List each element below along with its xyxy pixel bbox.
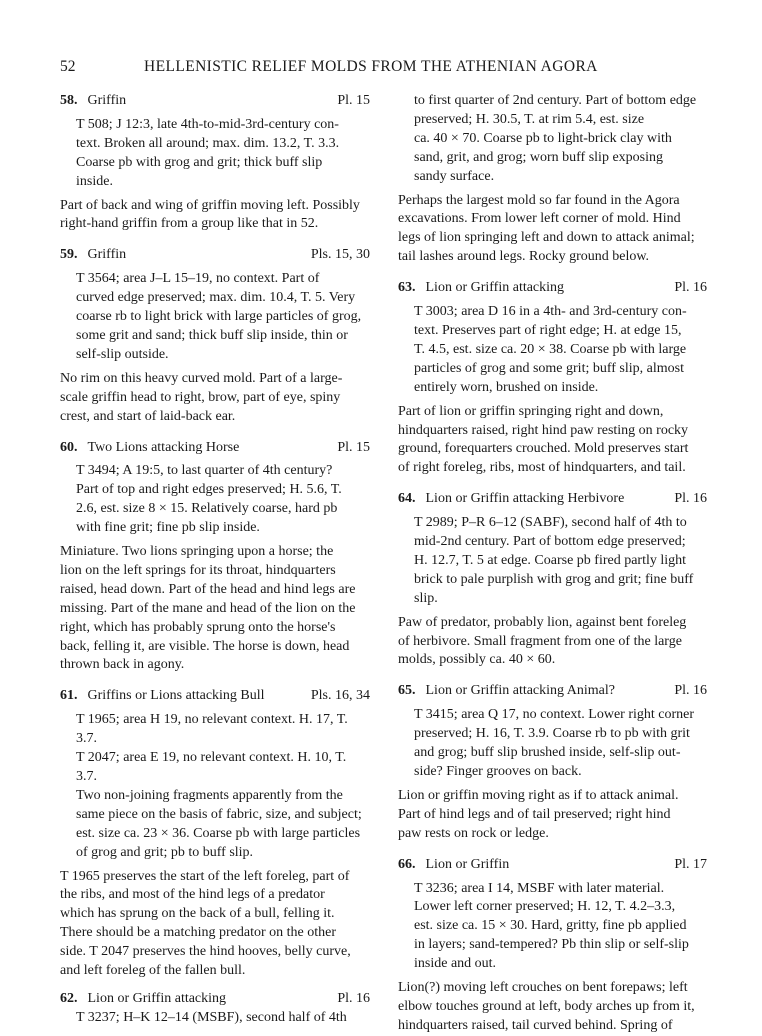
entry-title: Lion or Griffin attacking Animal? xyxy=(425,683,615,699)
description-text: hindquarters raised, tail curved behind. Spring of xyxy=(398,1017,673,1033)
entry-title: Lion or Griffin xyxy=(425,856,510,872)
inventory-text: T 3237; H–K 12–14 (MSBF), second half of 4th xyxy=(76,1009,347,1025)
plate-reference: Pls. 15, 30 xyxy=(310,247,370,263)
catalog-number: 58. xyxy=(60,93,78,108)
description-text: tail lashes around legs. Rocky ground below. xyxy=(398,249,650,265)
inventory-text: sand, grit, and grog; worn buff slip exposing xyxy=(414,149,663,165)
description-text: of right foreleg, ribs, most of hindquarters, and tail. xyxy=(398,460,686,476)
inventory-text: self-slip outside. xyxy=(76,346,169,362)
inventory-text: T. 4.5, est. size ca. 20 × 38. Coarse pb with large xyxy=(414,341,687,357)
inventory-text: preserved; H. 30.5, T. at rim 5.4, est. size xyxy=(414,111,645,127)
entry-heading xyxy=(60,687,370,706)
description-text: Part of hind legs and of tail preserved; right hind xyxy=(398,806,671,822)
description-text: crest, and start of laid-back ear. xyxy=(60,408,236,424)
description-text: Part of lion or griffin springing right and down, xyxy=(398,403,664,419)
description-text: paw rests on rock or ledge. xyxy=(398,825,549,841)
page-number: 52 xyxy=(60,58,76,75)
inventory-text: inside and out. xyxy=(414,956,497,972)
inventory-text: brick to pale purplish with grog and grit; fine buff xyxy=(414,571,694,587)
inventory-text: Coarse pb with grog and grit; thick buff slip xyxy=(76,154,323,170)
entry-heading xyxy=(398,279,707,298)
inventory-text: T 508; J 12:3, late 4th-to-mid-3rd-century con- xyxy=(76,116,339,132)
inventory-text: text. Broken all around; max. dim. 13.2, T. 3.3. xyxy=(76,135,340,151)
catalog-number: 65. xyxy=(398,683,416,699)
description-text: molds, possibly ca. 40 × 60. xyxy=(398,652,556,668)
plate-reference: Pl. 16 xyxy=(337,990,370,1006)
inventory-text: H. 12.7, T. 5 at edge. Coarse pb fired partly light xyxy=(414,552,687,568)
inventory-text: 2.6, est. size 8 × 15. Relatively coarse, hard pb xyxy=(76,501,338,517)
inventory-text: particles of grog and some grit; buff slip, almost xyxy=(414,360,684,376)
description-text: side. T 2047 preserves the hind hooves, belly curve, xyxy=(60,944,351,960)
inventory-text: 3.7. xyxy=(76,731,97,747)
inventory-text: side? Finger grooves on back. xyxy=(414,764,582,779)
description-text: Lion(?) moving left crouches on bent forepaws; left xyxy=(398,980,688,996)
description-text: raised, head down. Part of the head and hind legs are xyxy=(60,581,356,597)
inventory-text: sandy surface. xyxy=(414,168,495,184)
catalog-number: 59. xyxy=(60,247,78,263)
description-text: Miniature. Two lions springing upon a horse; the xyxy=(60,544,334,560)
catalog-number: 62. xyxy=(60,990,78,1006)
description-text: Perhaps the largest mold so far found in the Agora xyxy=(398,192,680,208)
entry-heading xyxy=(60,246,370,265)
description-text: ground, forequarters crouched. Mold preserves start xyxy=(398,441,689,457)
inventory-text: T 3003; area D 16 in a 4th- and 3rd-century con- xyxy=(414,304,687,320)
entry-heading xyxy=(398,682,707,701)
catalog-number: 64. xyxy=(398,491,416,507)
description-text: which has sprung on the back of a bull, felling it. xyxy=(60,906,335,922)
description-text: back, felling it, are visible. The horse is down, head xyxy=(60,638,350,654)
running-title: HELLENISTIC RELIEF MOLDS FROM THE ATHENIAN AGORA xyxy=(144,58,598,75)
inventory-text: T 3564; area J–L 15–19, no context. Part of xyxy=(76,271,320,287)
description-text: T 1965 preserves the start of the left foreleg, part of xyxy=(60,868,350,884)
catalog-number: 66. xyxy=(398,856,416,872)
description-text: right-hand griffin from a group like that in 52. xyxy=(60,216,319,232)
inventory-text: curved edge preserved; max. dim. 10.4, T. 5. Very xyxy=(76,290,356,306)
catalog-number: 63. xyxy=(398,280,416,296)
inventory-text: T 2047; area E 19, no relevant context. H. 10, T. xyxy=(76,750,347,766)
catalog-number: 61. xyxy=(60,688,78,704)
inventory-text: entirely worn, brushed on inside. xyxy=(414,379,599,395)
inventory-text: T 2989; P–R 6–12 (SABF), second half of 4th to xyxy=(414,515,687,531)
description-text: There should be a matching predator on the other xyxy=(60,925,337,941)
catalog-number: 60. xyxy=(60,439,78,455)
entry-title: Griffin xyxy=(87,247,127,263)
entry-title: Lion or Griffin attacking xyxy=(425,280,565,296)
inventory-text: text. Preserves part of right edge; H. at edge 15, xyxy=(414,322,682,338)
left-column xyxy=(60,92,370,1028)
inventory-text: T 1965; area H 19, no relevant context. H. 17, T. xyxy=(76,712,348,728)
inventory-text: Part of top and right edges preserved; H. 5.6, T. xyxy=(76,482,342,498)
description-text: lion on the left springs for its throat, hindquarters xyxy=(60,562,336,578)
description-text: elbow touches ground at left, body arches up from it, xyxy=(398,998,695,1014)
inventory-text: to first quarter of 2nd century. Part of bottom edge xyxy=(414,93,697,108)
description-text: of herbivore. Small fragment from one of the large xyxy=(398,633,682,649)
description-text: No rim on this heavy curved mold. Part of a large- xyxy=(60,370,343,386)
inventory-text: mid-2nd century. Part of bottom edge preserved; xyxy=(414,534,686,550)
description-text: the ribs, and most of the hind legs of a predator xyxy=(60,887,325,903)
description-text: Paw of predator, probably lion, against bent foreleg xyxy=(398,614,687,630)
inventory-text: T 3236; area I 14, MSBF with later material. xyxy=(414,880,665,896)
description-text: right, which has probably sprung onto the horse's xyxy=(60,619,336,635)
inventory-text: and grog; buff slip brushed inside, self-slip out- xyxy=(414,745,681,761)
plate-reference: Pl. 16 xyxy=(674,491,707,507)
inventory-text: est. size ca. 15 × 30. Hard, gritty, fine pb applied xyxy=(414,918,687,934)
entry-heading xyxy=(398,490,707,509)
description-text: excavations. From lower left corner of mold. Hind xyxy=(398,211,681,227)
entry-heading xyxy=(60,439,370,458)
description-text: Lion or griffin moving right as if to attack animal. xyxy=(398,787,679,803)
inventory-text: preserved; H. 16, T. 3.9. Coarse rb to pb with grit xyxy=(414,726,690,742)
entry-heading xyxy=(398,856,707,875)
plate-reference: Pl. 16 xyxy=(674,280,707,296)
inventory-text: Two non-joining fragments apparently from the xyxy=(76,787,343,803)
inventory-text: T 3494; A 19:5, to last quarter of 4th century? xyxy=(76,463,333,479)
description-text: Part of back and wing of griffin moving left. Possibly xyxy=(60,197,360,213)
entry-heading xyxy=(60,990,370,1009)
description-text: legs of lion springing left and down to attack animal; xyxy=(398,230,695,246)
inventory-text: in layers; sand-tempered? Pb thin slip or self-slip xyxy=(414,937,689,953)
inventory-text: coarse rb to light brick with large particles of grog, xyxy=(76,309,362,325)
entry-title: Lion or Griffin attacking xyxy=(87,990,227,1006)
inventory-text: inside. xyxy=(76,173,113,189)
inventory-text: Lower left corner preserved; H. 12, T. 4.2–3.3, xyxy=(414,899,676,915)
description-text: thrown back in agony. xyxy=(60,657,185,673)
plate-reference: Pl. 15 xyxy=(337,439,370,455)
plate-reference: Pls. 16, 34 xyxy=(310,688,370,704)
inventory-text: slip. xyxy=(414,590,438,606)
inventory-text: with fine grit; fine pb slip inside. xyxy=(76,520,260,536)
description-text: scale griffin head to right, brow, part of eye, spiny xyxy=(60,389,341,405)
inventory-text: est. size ca. 23 × 36. Coarse pb with large particles xyxy=(76,825,361,841)
plate-reference: Pl. 17 xyxy=(674,856,707,872)
entry-heading xyxy=(60,92,370,111)
entry-title: Griffins or Lions attacking Bull xyxy=(87,688,265,704)
inventory-text: 3.7. xyxy=(76,769,97,784)
inventory-text: same piece on the basis of fabric, size, and subject; xyxy=(76,806,362,822)
entry-title: Two Lions attacking Horse xyxy=(87,439,240,455)
entry-title: Lion or Griffin attacking Herbivore xyxy=(425,491,625,507)
description-text: and left foreleg of the fallen bull. xyxy=(60,963,246,979)
description-text: missing. Part of the mane and head of the lion on the xyxy=(60,600,356,616)
running-header xyxy=(60,58,720,78)
inventory-text: of grog and grit; pb to buff slip. xyxy=(76,844,254,860)
description-text: hindquarters raised, right hind paw resting on rocky xyxy=(398,422,689,438)
inventory-text: some grit and sand; thick buff slip inside, thin or xyxy=(76,327,348,343)
right-column xyxy=(398,92,707,1036)
plate-reference: Pl. 15 xyxy=(337,93,370,108)
entry-title: Griffin xyxy=(87,93,127,108)
inventory-text: T 3415; area Q 17, no context. Lower right corner xyxy=(414,707,695,723)
inventory-text: ca. 40 × 70. Coarse pb to light-brick clay with xyxy=(414,130,672,146)
plate-reference: Pl. 16 xyxy=(674,683,707,699)
